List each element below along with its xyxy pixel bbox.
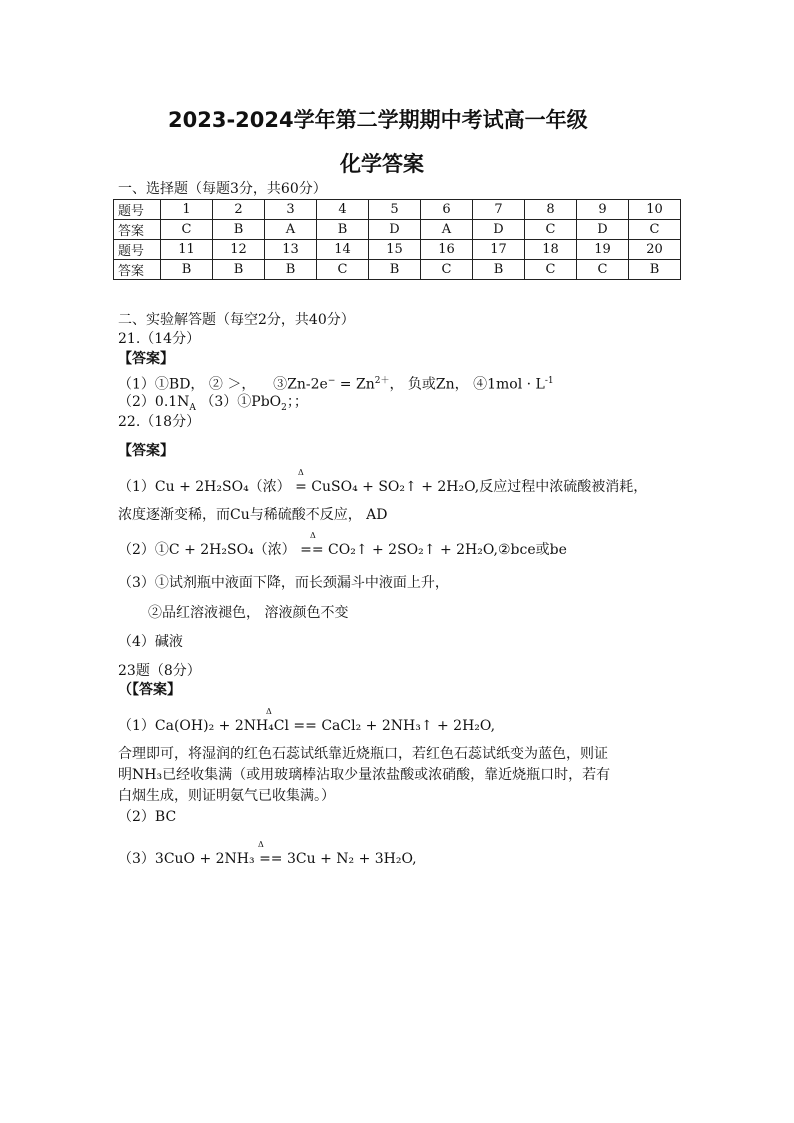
table-cell: 8 (525, 200, 577, 220)
table-row (114, 260, 681, 280)
q21-l2-c: ；； (286, 394, 308, 410)
q23-line-1: （1）Ca(OH)₂ + 2NH₄Cl == CaCl₂ + 2NH₃↑ + 2H₂O, (118, 718, 496, 734)
table-row (114, 200, 681, 220)
q23-paragraph-1: 合理即可，将湿润的红色石蕊试纸靠近烧瓶口，若红色石蕊试纸变为蓝色，则证 (118, 746, 608, 762)
q21-l2-b: （3）①PbO (195, 394, 282, 410)
q22-heading: 22.（18分） (118, 414, 201, 430)
table-cell: A (421, 220, 473, 240)
q23-delta-2: Δ (258, 840, 264, 849)
q22-delta-2: Δ (310, 531, 316, 540)
q21-line-1 (118, 372, 554, 394)
q22-line-6: （4）碱液 (118, 634, 183, 650)
table-cell: 15 (369, 240, 421, 260)
q22-line-2: 浓度逐渐变稀，而Cu与稀硫酸不反应， AD (118, 507, 388, 523)
table-cell: D (473, 220, 525, 240)
table-cell: 12 (213, 240, 265, 260)
table-cell: B (213, 260, 265, 280)
page-subtitle: 化学答案 (340, 152, 424, 176)
q21-l2-a-sub: A (189, 402, 196, 413)
section1-heading: 一、选择题（每题3分，共60分） (118, 181, 327, 197)
table-row (114, 220, 681, 240)
table-cell: C (525, 260, 577, 280)
table-cell: C (577, 260, 629, 280)
page-title: 2023-2024学年第二学期期中考试高一年级 (168, 108, 588, 132)
q21-l2-a: （2）0.1N (118, 394, 190, 410)
q23-delta-1: Δ (266, 707, 272, 716)
table-cell: B (317, 220, 369, 240)
table-cell: 2 (213, 200, 265, 220)
q22-answer-tag: 【答案】 (118, 443, 174, 459)
section2-heading: 二、实验解答题（每空2分，共40分） (118, 312, 355, 328)
q22-line-3: （2）①C + 2H₂SO₄（浓） == CO₂↑ + 2SO₂↑ + 2H₂O,②bce或be (118, 542, 567, 558)
q22-line-5: ②品红溶液褪色， 溶液颜色不变 (148, 605, 349, 621)
table-cell: B (629, 260, 681, 280)
table-cell: C (161, 220, 213, 240)
table-cell: 17 (473, 240, 525, 260)
table-row (114, 240, 681, 260)
table-cell: C (317, 260, 369, 280)
q23-paragraph-2: 明NH₃已经收集满（或用玻璃棒沾取少量浓盐酸或浓硝酸，靠近烧瓶口时，若有 (118, 767, 611, 783)
table-cell: D (577, 220, 629, 240)
table-cell: 4 (317, 200, 369, 220)
table-cell: D (369, 220, 421, 240)
q21-answer-tag: 【答案】 (118, 351, 174, 367)
table-cell: B (369, 260, 421, 280)
q22-delta-1: Δ (298, 468, 304, 477)
table-cell: 18 (525, 240, 577, 260)
table-cell: 9 (577, 200, 629, 220)
table-cell: A (265, 220, 317, 240)
table-cell: 16 (421, 240, 473, 260)
table-cell: 14 (317, 240, 369, 260)
q21-l1-a: （1）①BD， ② ＞， (118, 376, 256, 393)
table-cell: B (265, 260, 317, 280)
q23-paragraph-3: 白烟生成，则证明氨气已收集满。） (118, 788, 335, 804)
table-cell: 5 (369, 200, 421, 220)
q23-answer-tag: （【答案】 (118, 682, 181, 698)
table-row-label: 题号 (114, 200, 161, 220)
table-cell: C (421, 260, 473, 280)
q22-line-1: （1）Cu + 2H₂SO₄（浓） = CuSO₄ + SO₂↑ + 2H₂O,反应过程中浓硫酸被消耗， (118, 479, 648, 495)
q23-line-2: （2）BC (118, 809, 177, 825)
q21-l1-c-sup: 2＋ (374, 376, 390, 386)
table-cell: B (161, 260, 213, 280)
q21-l1-d: ， 负或Zn， ④1mol · L (389, 376, 545, 393)
table-cell: 3 (265, 200, 317, 220)
table-cell: 20 (629, 240, 681, 260)
q21-l1-d-sup: -1 (544, 376, 554, 386)
table-row-label: 答案 (114, 220, 161, 240)
q21-l2-b-sub: 2 (281, 402, 287, 413)
q21-l1-b: ③Zn-2e (273, 376, 328, 393)
table-cell: 13 (265, 240, 317, 260)
q23-heading: 23题（8分） (118, 663, 201, 679)
q21-l1-c: = Zn (335, 376, 375, 393)
table-cell: 10 (629, 200, 681, 220)
table-cell: C (629, 220, 681, 240)
table-cell: C (525, 220, 577, 240)
table-cell: B (213, 220, 265, 240)
q22-line-4: （3）①试剂瓶中液面下降，而长颈漏斗中液面上升， (118, 575, 449, 591)
table-cell: 19 (577, 240, 629, 260)
table-cell: 11 (161, 240, 213, 260)
table-row-label: 题号 (114, 240, 161, 260)
table-cell: 6 (421, 200, 473, 220)
table-cell: 1 (161, 200, 213, 220)
table-row-label: 答案 (114, 260, 161, 280)
q21-heading: 21.（14分） (118, 331, 201, 347)
q23-line-3: （3）3CuO + 2NH₃ == 3Cu + N₂ + 3H₂O, (118, 851, 417, 867)
answer-table (113, 199, 681, 280)
table-cell: B (473, 260, 525, 280)
q21-l1-b-sup: − (327, 376, 336, 386)
table-cell: 7 (473, 200, 525, 220)
